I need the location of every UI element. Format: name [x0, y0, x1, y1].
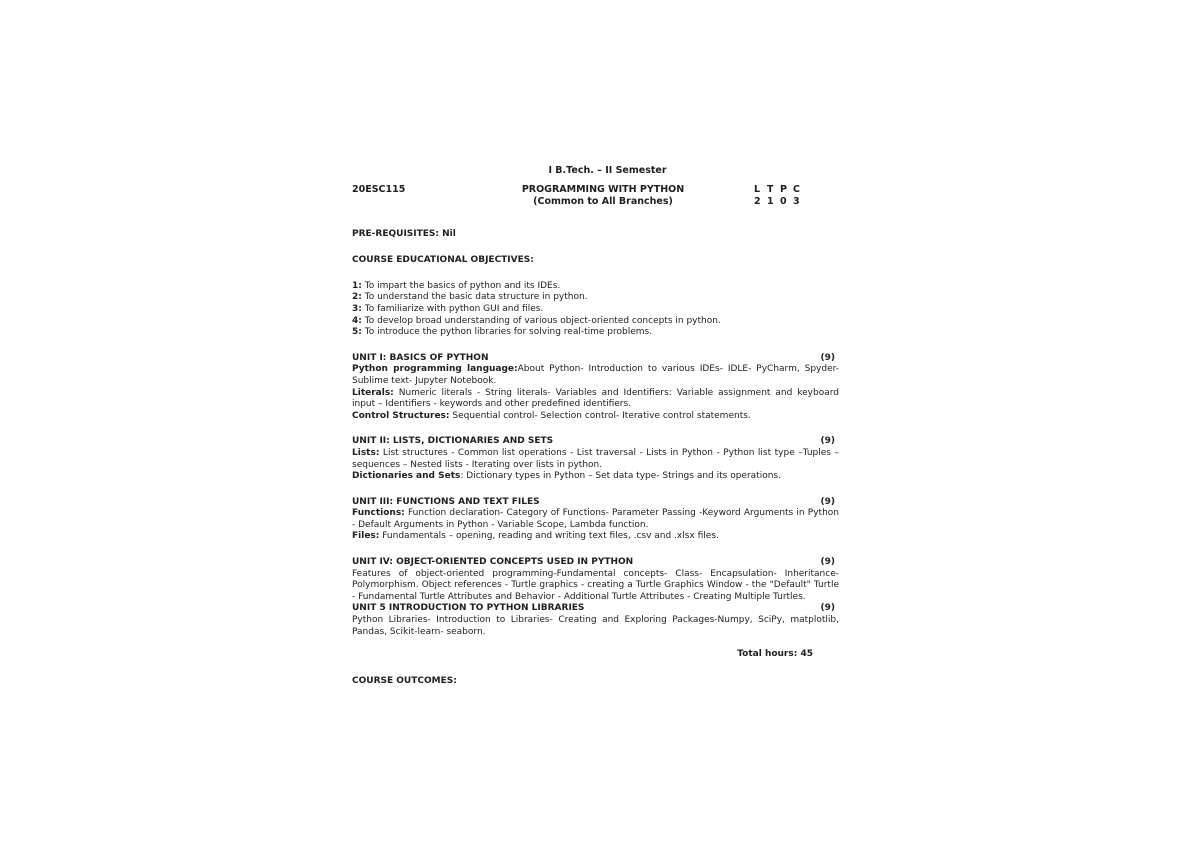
ltpc-values [754, 196, 806, 208]
objectives-list [352, 281, 839, 339]
unit-paragraph [352, 364, 839, 387]
topic-text: : Dictionary types in Python – Set data type- Strings and its operations. [460, 471, 781, 482]
ltpc-header: C [793, 183, 800, 195]
unit-hours: (9) [820, 352, 835, 363]
unit-title: UNIT III: FUNCTIONS AND TEXT FILES [352, 496, 540, 507]
topic-text: Sequential control- Selection control- Iterative control statements. [449, 410, 751, 421]
objective-text: To introduce the python libraries for solving real-time problems. [361, 327, 653, 338]
topic-label: Files: [352, 531, 380, 542]
topic-text: Numeric literals - String literals- Variables and Identifiers: Variable assignment and keyboard input – Identifiers - keywords and other predefined identifiers. [352, 387, 839, 410]
unit-heading [352, 603, 839, 615]
unit-title: UNIT II: LISTS, DICTIONARIES AND SETS [352, 436, 554, 447]
unit-4 [352, 557, 839, 603]
objective-text: To impart the basics of python and its IDEs. [361, 280, 561, 291]
ltpc-value: 0 [780, 195, 787, 207]
objective-text: To familiarize with python GUI and files. [361, 303, 544, 314]
unit-hours: (9) [820, 496, 835, 507]
unit-paragraph [352, 448, 839, 471]
ltpc-header: P [780, 183, 787, 195]
topic-text: About Python- Introduction to various IDEs- IDLE- PyCharm, Spyder- Sublime text- Jupyter Notebook. [352, 364, 839, 386]
topic-label: Lists: [352, 447, 380, 458]
course-title: PROGRAMMING WITH PYTHON [521, 183, 685, 195]
objective-number: 1: [352, 280, 362, 291]
objective-number: 4: [352, 315, 362, 326]
topic-text: Fundamentals – opening, reading and writing text files, .csv and .xlsx files. [379, 531, 719, 542]
objective-item [352, 327, 839, 339]
unit-heading [352, 436, 839, 448]
syllabus-page [352, 165, 839, 687]
unit-1 [352, 353, 839, 423]
unit-paragraph [352, 471, 839, 483]
objective-item [352, 281, 839, 293]
unit-hours: (9) [820, 603, 835, 614]
ltpc-header: T [767, 183, 774, 195]
unit-hours: (9) [820, 436, 835, 447]
objective-item [352, 304, 839, 316]
unit-5 [352, 603, 839, 638]
unit-title: UNIT I: BASICS OF PYTHON [352, 352, 489, 363]
unit-paragraph [352, 388, 839, 411]
ltpc-value: 3 [793, 195, 800, 207]
course-code: 20ESC115 [352, 183, 406, 195]
course-title-block [478, 184, 728, 208]
topic-text: Function declaration- Category of Functions- Parameter Passing -Keyword Arguments in Python - Default Arguments in Python - Variable Scope, Lambda function. [352, 508, 839, 530]
unit-2 [352, 436, 839, 482]
prerequisites: PRE-REQUISITES: Nil [352, 228, 456, 239]
topic-label: Functions: [352, 508, 405, 519]
course-header [352, 184, 839, 208]
unit-heading [352, 557, 839, 569]
unit-3 [352, 497, 839, 543]
unit-paragraph [352, 531, 839, 543]
unit-paragraph: Features of object-oriented programming-Fundamental concepts- Class- Encapsulation- Inheritance- Polymorphism. Object references - Turtle graphics - creating a Turtle Graphics Window - the "Default" Turtle - Fundamental Turtle Attributes and Behavior - Additional Turtle Attributes - Creating Multiple Turtles. [352, 568, 839, 602]
course-subtitle: (Common to All Branches) [533, 195, 673, 207]
ltpc-value: 1 [767, 195, 774, 207]
unit-heading [352, 497, 839, 509]
objective-number: 3: [352, 303, 362, 314]
unit-paragraph: Python Libraries- Introduction to Libraries- Creating and Exploring Packages-Numpy, SciPy, matplotlib, Pandas, Scikit-learn- seaborn. [352, 615, 839, 637]
unit-title: UNIT 5 INTRODUCTION TO PYTHON LIBRARIES [352, 603, 585, 614]
topic-label: Literals: [352, 387, 394, 398]
unit-heading [352, 353, 839, 365]
ltpc-header: L [754, 183, 761, 195]
objective-text: To develop broad understanding of various object-oriented concepts in python. [361, 315, 721, 326]
total-hours: Total hours: 45 [737, 649, 813, 660]
outcomes-heading: COURSE OUTCOMES: [352, 675, 457, 686]
topic-label: Dictionaries and Sets [352, 471, 461, 482]
topic-label: Python programming language: [352, 364, 518, 375]
ltpc-table [754, 184, 806, 208]
topic-text: List structures - Common list operations - List traversal - Lists in Python - Python list type –Tuples – sequences – Nested lists - Iterating over lists in python. [352, 447, 839, 470]
objective-number: 5: [352, 327, 362, 338]
unit-paragraph [352, 508, 839, 531]
objective-number: 2: [352, 292, 362, 303]
semester-heading: I B.Tech. – II Semester [548, 165, 667, 176]
unit-title: UNIT IV: OBJECT-ORIENTED CONCEPTS USED IN PYTHON [352, 557, 634, 568]
objectives-heading: COURSE EDUCATIONAL OBJECTIVES: [352, 255, 534, 266]
unit-hours: (9) [820, 557, 835, 568]
objective-item [352, 316, 839, 328]
topic-label: Control Structures: [352, 410, 450, 421]
objective-text: To understand the basic data structure in python. [361, 292, 588, 303]
objective-item [352, 292, 839, 304]
ltpc-value: 2 [754, 195, 761, 207]
unit-paragraph [352, 411, 839, 423]
ltpc-headers [754, 184, 806, 196]
